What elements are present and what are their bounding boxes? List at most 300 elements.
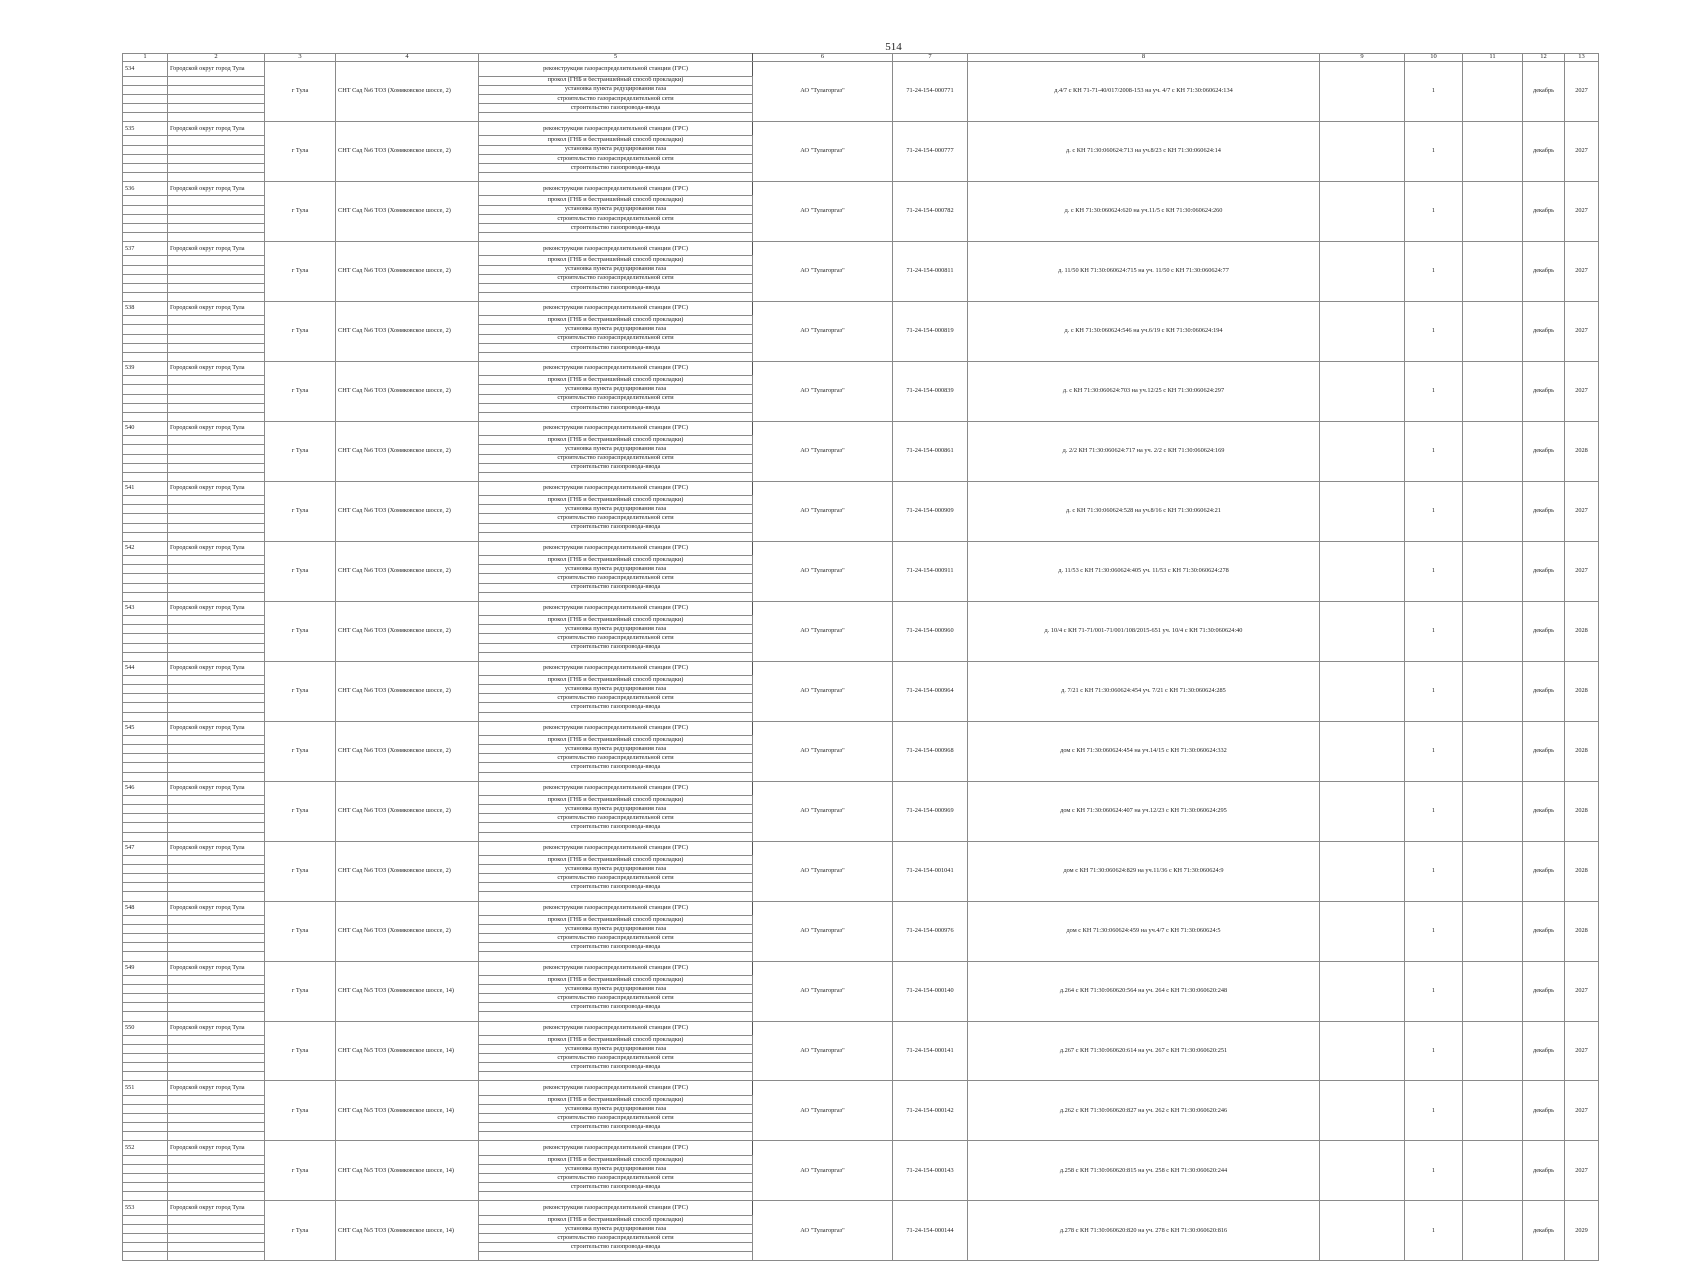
number-subcell [123, 1234, 168, 1243]
number-subcell [123, 916, 168, 925]
city-cell: г Тула [265, 721, 336, 781]
quantity-cell: 1 [1405, 601, 1463, 661]
district-cell: Городской округ город Тула [168, 541, 265, 556]
year-cell: 2028 [1565, 601, 1599, 661]
empty-cell [1320, 541, 1405, 601]
work-item: реконструкция газораспределительной станции (ГРС) [479, 1201, 753, 1216]
work-item: прокол (ГНБ и бестраншейный способ прокладки) [479, 1095, 753, 1104]
address-cell: д.267 с КН 71:30:060620:614 на уч. 267 с КН 71:30:060620:251 [968, 1021, 1320, 1081]
work-item: реконструкция газораспределительной станции (ГРС) [479, 601, 753, 616]
district-subcell [168, 1003, 265, 1012]
number-subcell [123, 1155, 168, 1164]
work-item: установка пункта редуцирования газа [479, 625, 753, 634]
district-subcell [168, 205, 265, 214]
empty-cell [1320, 781, 1405, 841]
table-row [123, 1081, 1599, 1096]
month-cell: декабрь [1523, 541, 1565, 601]
year-cell: 2027 [1565, 541, 1599, 601]
request-code-cell: 71-24-154-000960 [893, 601, 968, 661]
address-cell: д.278 с КН 71:30:060620:820 на уч. 278 с КН 71:30:060620:816 [968, 1201, 1320, 1261]
year-cell: 2028 [1565, 421, 1599, 481]
request-code-cell: 71-24-154-000861 [893, 421, 968, 481]
district-subcell [168, 952, 265, 961]
work-item: установка пункта редуцирования газа [479, 745, 753, 754]
work-item: строительство газопровода-ввода [479, 1183, 753, 1192]
number-subcell [123, 952, 168, 961]
column-number: 13 [1565, 54, 1599, 62]
empty-cell [1320, 181, 1405, 241]
district-cell: Городской округ город Тула [168, 181, 265, 196]
number-subcell [123, 832, 168, 841]
city-cell: г Тула [265, 1201, 336, 1261]
district-subcell [168, 232, 265, 241]
work-item: прокол (ГНБ и бестраншейный способ прокладки) [479, 976, 753, 985]
number-subcell [123, 265, 168, 274]
number-subcell [123, 154, 168, 163]
number-subcell [123, 1063, 168, 1072]
quantity-cell: 1 [1405, 541, 1463, 601]
empty-cell [1320, 481, 1405, 541]
address-cell: д. 11/50 КН 71:30:060624:715 на уч. 11/50 с КН 71:30:060624:77 [968, 241, 1320, 301]
request-code-cell: 71-24-154-000811 [893, 241, 968, 301]
table-row [123, 1201, 1599, 1216]
city-cell: г Тула [265, 241, 336, 301]
number-subcell [123, 1123, 168, 1132]
work-item [479, 1252, 753, 1261]
number-subcell [123, 463, 168, 472]
work-item [479, 532, 753, 541]
district-subcell [168, 583, 265, 592]
table-row [123, 301, 1599, 316]
column-number: 5 [479, 54, 753, 62]
district-subcell [168, 85, 265, 94]
work-item: прокол (ГНБ и бестраншейный способ прокладки) [479, 1215, 753, 1224]
work-item: реконструкция газораспределительной станции (ГРС) [479, 421, 753, 436]
empty-cell [1463, 841, 1523, 901]
organization-cell: АО "Тулагоргаз" [753, 601, 893, 661]
work-item: прокол (ГНБ и бестраншейный способ прокладки) [479, 316, 753, 325]
work-item: прокол (ГНБ и бестраншейный способ прокладки) [479, 676, 753, 685]
work-item: строительство газораспределительной сети [479, 934, 753, 943]
organization-cell: АО "Тулагоргаз" [753, 181, 893, 241]
table-row [123, 361, 1599, 376]
work-item: реконструкция газораспределительной станции (ГРС) [479, 781, 753, 796]
quantity-cell: 1 [1405, 1081, 1463, 1141]
number-subcell [123, 925, 168, 934]
number-subcell [123, 145, 168, 154]
district-cell: Городской округ город Тула [168, 1021, 265, 1036]
district-subcell [168, 1063, 265, 1072]
work-item: строительство газораспределительной сети [479, 1174, 753, 1183]
month-cell: декабрь [1523, 601, 1565, 661]
number-subcell [123, 103, 168, 112]
work-item: строительство газопровода-ввода [479, 763, 753, 772]
work-item: строительство газопровода-ввода [479, 403, 753, 412]
month-cell: декабрь [1523, 241, 1565, 301]
number-subcell [123, 763, 168, 772]
district-subcell [168, 403, 265, 412]
district-cell: Городской округ город Тула [168, 62, 265, 77]
number-subcell [123, 796, 168, 805]
work-item: строительство газораспределительной сети [479, 994, 753, 1003]
district-cell: Городской округ город Тула [168, 601, 265, 616]
number-subcell [123, 1215, 168, 1224]
number-subcell [123, 814, 168, 823]
year-cell: 2027 [1565, 181, 1599, 241]
district-subcell [168, 385, 265, 394]
work-item: строительство газораспределительной сети [479, 754, 753, 763]
number-subcell [123, 856, 168, 865]
record-number: 543 [123, 601, 168, 616]
month-cell: декабрь [1523, 781, 1565, 841]
record-number: 550 [123, 1021, 168, 1036]
empty-cell [1320, 62, 1405, 122]
request-code-cell: 71-24-154-000782 [893, 181, 968, 241]
district-subcell [168, 925, 265, 934]
work-item: реконструкция газораспределительной станции (ГРС) [479, 181, 753, 196]
number-subcell [123, 1252, 168, 1261]
district-subcell [168, 1225, 265, 1234]
quantity-cell: 1 [1405, 481, 1463, 541]
request-code-cell: 71-24-154-000143 [893, 1141, 968, 1201]
number-subcell [123, 412, 168, 421]
district-subcell [168, 283, 265, 292]
organization-cell: АО "Тулагоргаз" [753, 541, 893, 601]
number-subcell [123, 76, 168, 85]
organization-cell: АО "Тулагоргаз" [753, 121, 893, 181]
month-cell: декабрь [1523, 181, 1565, 241]
number-subcell [123, 1036, 168, 1045]
work-item: строительство газопровода-ввода [479, 343, 753, 352]
quantity-cell: 1 [1405, 1141, 1463, 1201]
snt-cell: СНТ Сад №6 ТОЗ (Хомяковское шоссе, 2) [336, 241, 479, 301]
record-number: 548 [123, 901, 168, 916]
work-item: строительство газораспределительной сети [479, 814, 753, 823]
address-cell: д.264 с КН 71:30:060620:564 на уч. 264 с КН 71:30:060620:248 [968, 961, 1320, 1021]
district-subcell [168, 343, 265, 352]
empty-cell [1320, 421, 1405, 481]
number-subcell [123, 712, 168, 721]
work-item: установка пункта редуцирования газа [479, 985, 753, 994]
snt-cell: СНТ Сад №5 ТОЗ (Хомяковское шоссе, 14) [336, 1201, 479, 1261]
work-item: строительство газораспределительной сети [479, 214, 753, 223]
work-item: установка пункта редуцирования газа [479, 325, 753, 334]
work-item: строительство газораспределительной сети [479, 1234, 753, 1243]
empty-cell [1463, 781, 1523, 841]
year-cell: 2028 [1565, 901, 1599, 961]
number-subcell [123, 445, 168, 454]
snt-cell: СНТ Сад №5 ТОЗ (Хомяковское шоссе, 14) [336, 1081, 479, 1141]
address-cell: д. 10/4 с КН 71-71/001-71/001/108/2015-651 уч. 10/4 с КН 71:30:060624:40 [968, 601, 1320, 661]
work-item [479, 352, 753, 361]
district-subcell [168, 676, 265, 685]
number-subcell [123, 874, 168, 883]
table-row [123, 1141, 1599, 1156]
work-item: строительство газораспределительной сети [479, 1054, 753, 1063]
district-subcell [168, 325, 265, 334]
year-cell: 2027 [1565, 241, 1599, 301]
district-subcell [168, 523, 265, 532]
work-item [479, 112, 753, 121]
number-subcell [123, 472, 168, 481]
organization-cell: АО "Тулагоргаз" [753, 241, 893, 301]
snt-cell: СНТ Сад №6 ТОЗ (Хомяковское шоссе, 2) [336, 841, 479, 901]
year-cell: 2027 [1565, 961, 1599, 1021]
number-subcell [123, 1114, 168, 1123]
district-subcell [168, 985, 265, 994]
district-subcell [168, 454, 265, 463]
work-item: прокол (ГНБ и бестраншейный способ прокладки) [479, 736, 753, 745]
district-subcell [168, 316, 265, 325]
work-item: установка пункта редуцирования газа [479, 505, 753, 514]
year-cell: 2027 [1565, 121, 1599, 181]
work-item [479, 592, 753, 601]
number-subcell [123, 685, 168, 694]
district-subcell [168, 1215, 265, 1224]
district-cell: Городской округ город Тула [168, 901, 265, 916]
year-cell: 2027 [1565, 62, 1599, 122]
number-subcell [123, 634, 168, 643]
year-cell: 2028 [1565, 781, 1599, 841]
district-subcell [168, 103, 265, 112]
city-cell: г Тула [265, 481, 336, 541]
number-subcell [123, 196, 168, 205]
address-cell: д. с КН 71:30:060624:713 на уч.8/23 с КН 71:30:060624:14 [968, 121, 1320, 181]
request-code-cell: 71-24-154-000969 [893, 781, 968, 841]
district-subcell [168, 196, 265, 205]
number-subcell [123, 754, 168, 763]
table-row [123, 241, 1599, 256]
work-item [479, 1012, 753, 1021]
number-subcell [123, 1174, 168, 1183]
record-number: 536 [123, 181, 168, 196]
organization-cell: АО "Тулагоргаз" [753, 1021, 893, 1081]
district-subcell [168, 136, 265, 145]
work-item: установка пункта редуцирования газа [479, 865, 753, 874]
district-subcell [168, 214, 265, 223]
number-subcell [123, 292, 168, 301]
work-item [479, 1072, 753, 1081]
district-cell: Городской округ город Тула [168, 721, 265, 736]
district-subcell [168, 736, 265, 745]
number-subcell [123, 316, 168, 325]
work-item: строительство газопровода-ввода [479, 1063, 753, 1072]
address-cell: дом с КН 71:30:060624:459 на уч.4/7 с КН 71:30:060624:5 [968, 901, 1320, 961]
work-item: строительство газопровода-ввода [479, 883, 753, 892]
table-row [123, 721, 1599, 736]
empty-cell [1463, 721, 1523, 781]
district-subcell [168, 1174, 265, 1183]
work-item: установка пункта редуцирования газа [479, 685, 753, 694]
work-item [479, 772, 753, 781]
work-item: прокол (ГНБ и бестраншейный способ прокладки) [479, 1036, 753, 1045]
empty-cell [1320, 1021, 1405, 1081]
work-item: строительство газораспределительной сети [479, 634, 753, 643]
work-item: установка пункта редуцирования газа [479, 565, 753, 574]
work-item: прокол (ГНБ и бестраншейный способ прокладки) [479, 616, 753, 625]
record-number: 541 [123, 481, 168, 496]
district-subcell [168, 223, 265, 232]
city-cell: г Тула [265, 541, 336, 601]
empty-cell [1463, 1081, 1523, 1141]
city-cell: г Тула [265, 361, 336, 421]
number-subcell [123, 643, 168, 652]
work-item: реконструкция газораспределительной станции (ГРС) [479, 481, 753, 496]
number-subcell [123, 223, 168, 232]
organization-cell: АО "Тулагоргаз" [753, 361, 893, 421]
work-item [479, 292, 753, 301]
work-item: установка пункта редуцирования газа [479, 265, 753, 274]
year-cell: 2027 [1565, 1081, 1599, 1141]
district-subcell [168, 1036, 265, 1045]
number-subcell [123, 283, 168, 292]
empty-cell [1320, 361, 1405, 421]
record-number: 537 [123, 241, 168, 256]
district-subcell [168, 625, 265, 634]
empty-cell [1320, 901, 1405, 961]
district-cell: Городской округ город Тула [168, 661, 265, 676]
city-cell: г Тула [265, 421, 336, 481]
number-subcell [123, 676, 168, 685]
number-subcell [123, 1225, 168, 1234]
district-subcell [168, 574, 265, 583]
work-item: прокол (ГНБ и бестраншейный способ прокладки) [479, 76, 753, 85]
work-item [479, 832, 753, 841]
work-item: реконструкция газораспределительной станции (ГРС) [479, 361, 753, 376]
work-item: прокол (ГНБ и бестраншейный способ прокладки) [479, 196, 753, 205]
district-subcell [168, 634, 265, 643]
number-subcell [123, 1045, 168, 1054]
empty-cell [1320, 601, 1405, 661]
month-cell: декабрь [1523, 1081, 1565, 1141]
district-subcell [168, 154, 265, 163]
quantity-cell: 1 [1405, 1201, 1463, 1261]
year-cell: 2028 [1565, 841, 1599, 901]
district-subcell [168, 436, 265, 445]
number-subcell [123, 205, 168, 214]
empty-cell [1463, 601, 1523, 661]
request-code-cell: 71-24-154-000976 [893, 901, 968, 961]
year-cell: 2029 [1565, 1201, 1599, 1261]
district-subcell [168, 445, 265, 454]
city-cell: г Тула [265, 661, 336, 721]
empty-cell [1463, 1021, 1523, 1081]
number-subcell [123, 505, 168, 514]
empty-cell [1320, 661, 1405, 721]
work-item: прокол (ГНБ и бестраншейный способ прокладки) [479, 376, 753, 385]
district-subcell [168, 1165, 265, 1174]
district-subcell [168, 832, 265, 841]
work-item: установка пункта редуцирования газа [479, 205, 753, 214]
district-subcell [168, 565, 265, 574]
month-cell: декабрь [1523, 961, 1565, 1021]
empty-cell [1320, 241, 1405, 301]
number-subcell [123, 1003, 168, 1012]
district-subcell [168, 1054, 265, 1063]
year-cell: 2028 [1565, 661, 1599, 721]
work-item: строительство газораспределительной сети [479, 454, 753, 463]
work-item: установка пункта редуцирования газа [479, 1165, 753, 1174]
number-subcell [123, 583, 168, 592]
number-subcell [123, 805, 168, 814]
table-row [123, 901, 1599, 916]
empty-cell [1320, 121, 1405, 181]
table-row [123, 181, 1599, 196]
work-item: установка пункта редуцирования газа [479, 805, 753, 814]
district-subcell [168, 823, 265, 832]
district-subcell [168, 1252, 265, 1261]
empty-cell [1320, 721, 1405, 781]
empty-cell [1463, 1201, 1523, 1261]
work-item: установка пункта редуцирования газа [479, 1225, 753, 1234]
work-item: реконструкция газораспределительной станции (ГРС) [479, 841, 753, 856]
column-number: 10 [1405, 54, 1463, 62]
number-subcell [123, 985, 168, 994]
district-subcell [168, 463, 265, 472]
snt-cell: СНТ Сад №6 ТОЗ (Хомяковское шоссе, 2) [336, 421, 479, 481]
request-code-cell: 71-24-154-000771 [893, 62, 968, 122]
number-subcell [123, 625, 168, 634]
empty-cell [1463, 1141, 1523, 1201]
district-subcell [168, 274, 265, 283]
number-subcell [123, 892, 168, 901]
number-subcell [123, 1132, 168, 1141]
work-item: прокол (ГНБ и бестраншейный способ прокладки) [479, 496, 753, 505]
work-item: реконструкция газораспределительной станции (ГРС) [479, 721, 753, 736]
district-subcell [168, 1114, 265, 1123]
city-cell: г Тула [265, 1021, 336, 1081]
work-item: реконструкция газораспределительной станции (ГРС) [479, 121, 753, 136]
number-subcell [123, 703, 168, 712]
quantity-cell: 1 [1405, 961, 1463, 1021]
district-subcell [168, 805, 265, 814]
quantity-cell: 1 [1405, 1021, 1463, 1081]
organization-cell: АО "Тулагоргаз" [753, 961, 893, 1021]
work-item [479, 652, 753, 661]
number-subcell [123, 376, 168, 385]
work-item: строительство газораспределительной сети [479, 154, 753, 163]
quantity-cell: 1 [1405, 901, 1463, 961]
column-number: 11 [1463, 54, 1523, 62]
empty-cell [1463, 421, 1523, 481]
work-item: прокол (ГНБ и бестраншейный способ прокладки) [479, 556, 753, 565]
district-subcell [168, 616, 265, 625]
empty-cell [1463, 661, 1523, 721]
month-cell: декабрь [1523, 1021, 1565, 1081]
month-cell: декабрь [1523, 361, 1565, 421]
year-cell: 2028 [1565, 721, 1599, 781]
request-code-cell: 71-24-154-000839 [893, 361, 968, 421]
work-item: прокол (ГНБ и бестраншейный способ прокладки) [479, 796, 753, 805]
district-subcell [168, 1234, 265, 1243]
district-subcell [168, 145, 265, 154]
district-cell: Городской округ город Тула [168, 781, 265, 796]
table-row [123, 841, 1599, 856]
district-subcell [168, 94, 265, 103]
number-subcell [123, 112, 168, 121]
snt-cell: СНТ Сад №6 ТОЗ (Хомяковское шоссе, 2) [336, 601, 479, 661]
work-item [479, 472, 753, 481]
column-number: 9 [1320, 54, 1405, 62]
number-subcell [123, 943, 168, 952]
address-cell: д.262 с КН 71:30:060620:827 на уч. 262 с КН 71:30:060620:246 [968, 1081, 1320, 1141]
empty-cell [1463, 181, 1523, 241]
district-subcell [168, 892, 265, 901]
district-subcell [168, 874, 265, 883]
column-number: 7 [893, 54, 968, 62]
work-item: прокол (ГНБ и бестраншейный способ прокладки) [479, 916, 753, 925]
quantity-cell: 1 [1405, 301, 1463, 361]
